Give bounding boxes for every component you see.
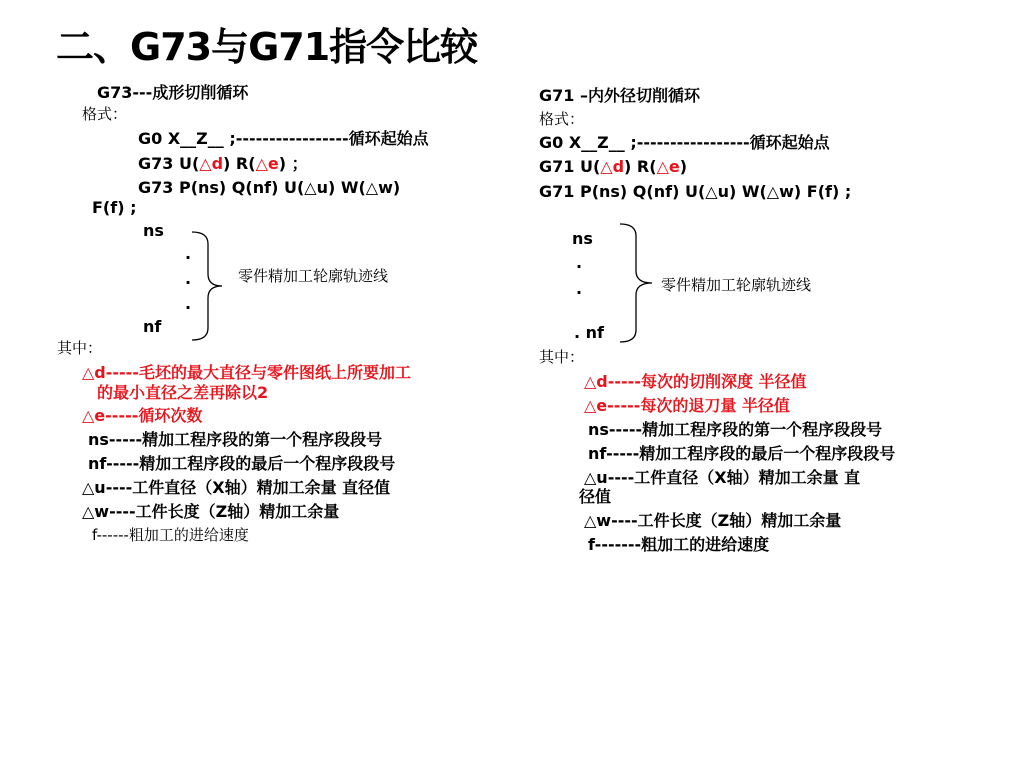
g73-dot: . — [185, 269, 192, 288]
g73-heading: G73---成形切削循环 — [97, 83, 249, 102]
g73-r-prefix: ) R( — [223, 154, 256, 173]
g71-where-label: 其中： — [539, 348, 585, 366]
g73-delta-d: △d — [199, 154, 224, 173]
g71-line-g0: G0 X__Z__ ;-----------------循环起始点 — [539, 133, 830, 152]
g73-u-r-suffix: ) ； — [278, 154, 308, 173]
g71-desc-nf: nf-----精加工程序段的最后一个程序段段号 — [588, 444, 896, 463]
g73-line-pq: G73 P(ns) Q(nf) U(△u) W(△w) — [138, 178, 401, 197]
g73-delta-e: △e — [255, 154, 279, 173]
g71-curly-brace-icon — [618, 222, 658, 344]
g73-desc-w: △w----工件长度（Z轴）精加工余量 — [82, 502, 340, 521]
g71-u-prefix: G71 U( — [539, 157, 601, 176]
g73-nf-label: nf — [143, 317, 162, 336]
g73-desc-e: △e-----循环次数 — [82, 406, 203, 425]
g71-format-label: 格式： — [539, 110, 585, 128]
g71-desc-u: △u----工件直径（X轴）精加工余量 直 — [584, 468, 861, 487]
g71-desc-w: △w----工件长度（Z轴）精加工余量 — [584, 511, 842, 530]
g71-desc-u-cont: 径值 — [579, 487, 612, 506]
g71-brace-label: 零件精加工轮廓轨迹线 — [661, 276, 812, 294]
g71-u-r-suffix: ) — [679, 157, 688, 176]
g73-desc-f: f------粗加工的进给速度 — [92, 526, 249, 544]
g71-r-prefix: ) R( — [624, 157, 657, 176]
g73-desc-nf: nf-----精加工程序段的最后一个程序段段号 — [88, 454, 396, 473]
g71-line-u-r — [539, 158, 687, 176]
g71-desc-ns: ns-----精加工程序段的第一个程序段段号 — [588, 420, 883, 439]
g73-brace-label: 零件精加工轮廓轨迹线 — [238, 267, 389, 285]
g71-dot: . — [576, 253, 583, 272]
g73-curly-brace-icon — [190, 230, 230, 342]
g73-desc-d: △d-----毛坯的最大直径与零件图纸上所要加工 — [82, 363, 411, 382]
g71-desc-f: f-------粗加工的进给速度 — [588, 535, 770, 554]
g73-ns-label: ns — [143, 221, 164, 240]
page-title: 二、G73与G71指令比较 — [56, 25, 478, 69]
g73-desc-ns: ns-----精加工程序段的第一个程序段段号 — [88, 430, 383, 449]
g73-dot: . — [185, 294, 192, 313]
g71-nf-label: . nf — [574, 323, 604, 342]
g73-where-label: 其中： — [57, 339, 103, 357]
g73-u-prefix: G73 U( — [138, 154, 200, 173]
g73-dot: . — [185, 244, 192, 263]
g71-ns-label: ns — [572, 229, 593, 248]
g71-delta-d: △d — [600, 157, 625, 176]
g71-desc-d: △d-----每次的切削深度 半径值 — [584, 372, 807, 391]
g71-dot: . — [576, 279, 583, 298]
g73-line-feed: F(f) ; — [92, 198, 137, 217]
g73-format-label: 格式： — [82, 105, 128, 123]
g73-line-g0: G0 X__Z__ ;-----------------循环起始点 — [138, 129, 429, 148]
g71-line-pq: G71 P(ns) Q(nf) U(△u) W(△w) F(f) ; — [539, 182, 852, 201]
g73-desc-u: △u----工件直径（X轴）精加工余量 直径值 — [82, 478, 391, 497]
g71-heading: G71 –内外径切削循环 — [539, 86, 700, 105]
g73-desc-d-cont: 的最小直径之差再除以2 — [97, 383, 269, 402]
g71-delta-e: △e — [656, 157, 680, 176]
g73-line-u-r — [138, 155, 308, 173]
g71-desc-e: △e-----每次的退刀量 半径值 — [584, 396, 790, 415]
